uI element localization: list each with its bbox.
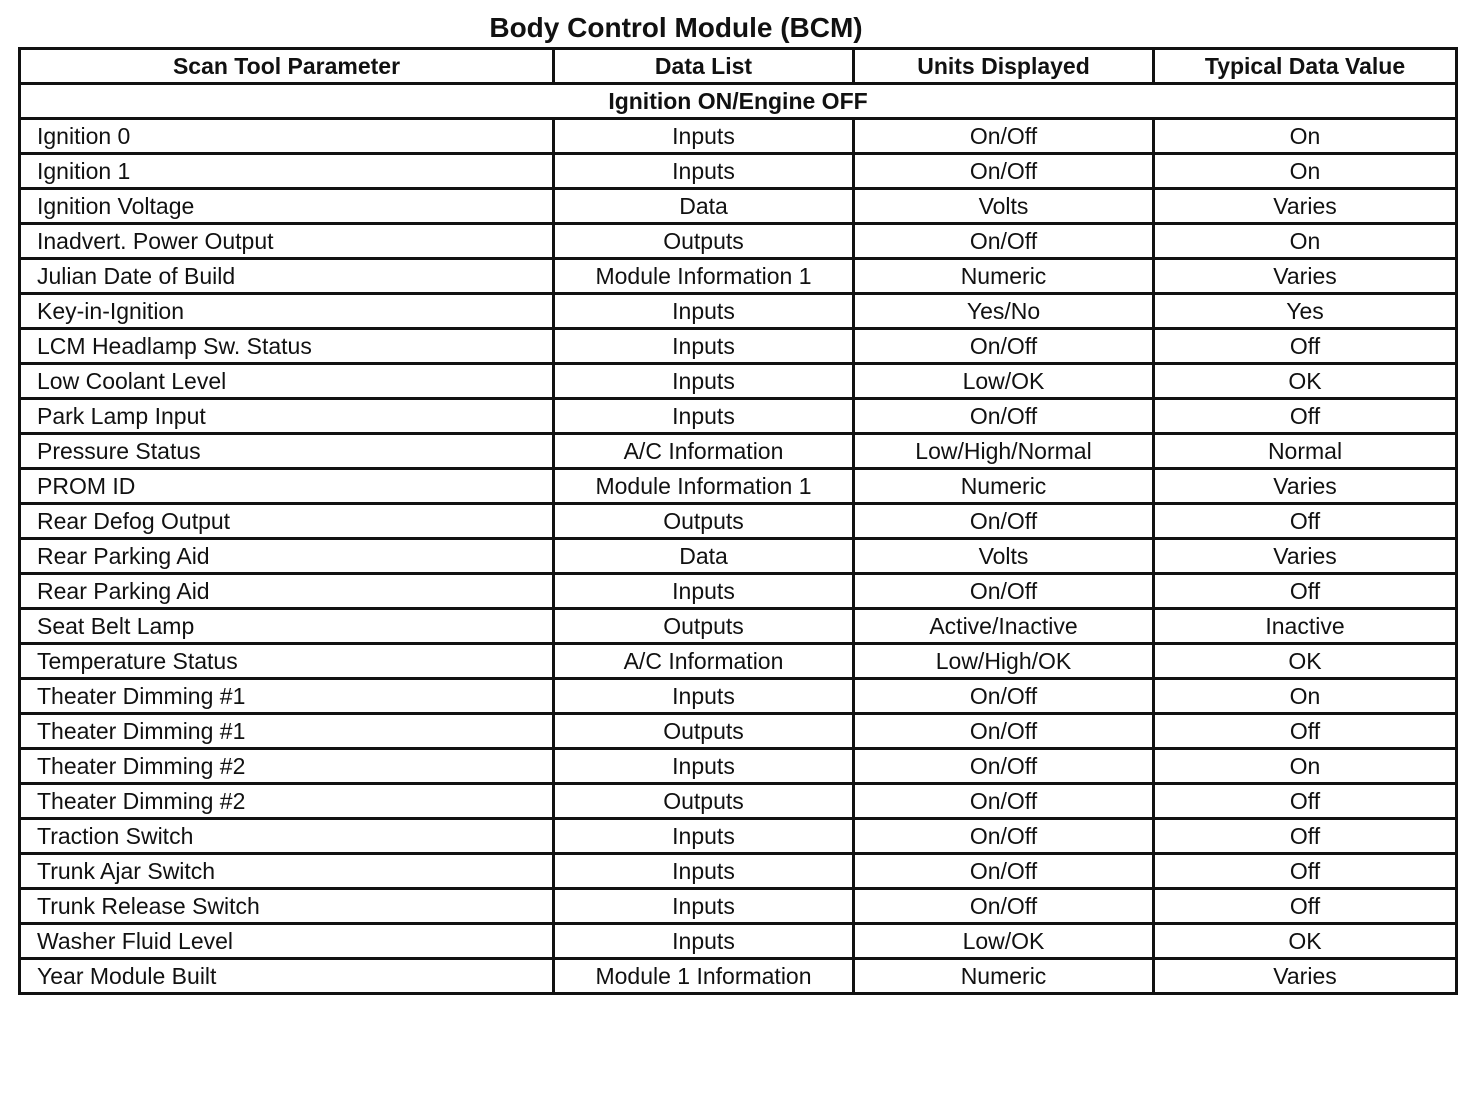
- cell-parameter: Traction Switch: [20, 819, 554, 854]
- cell-units: On/Off: [854, 399, 1154, 434]
- cell-parameter: Rear Parking Aid: [20, 539, 554, 574]
- cell-typical-value: Normal: [1154, 434, 1457, 469]
- cell-typical-value: Inactive: [1154, 609, 1457, 644]
- cell-data-list: Inputs: [554, 854, 854, 889]
- cell-units: Active/Inactive: [854, 609, 1154, 644]
- cell-typical-value: Off: [1154, 504, 1457, 539]
- cell-parameter: Theater Dimming #2: [20, 749, 554, 784]
- table-body: [20, 84, 1457, 994]
- cell-parameter: Pressure Status: [20, 434, 554, 469]
- cell-parameter: Temperature Status: [20, 644, 554, 679]
- cell-data-list: Outputs: [554, 784, 854, 819]
- cell-typical-value: Yes: [1154, 294, 1457, 329]
- cell-typical-value: OK: [1154, 644, 1457, 679]
- cell-units: On/Off: [854, 504, 1154, 539]
- cell-units: On/Off: [854, 749, 1154, 784]
- cell-data-list: Inputs: [554, 154, 854, 189]
- cell-data-list: Inputs: [554, 924, 854, 959]
- cell-data-list: Inputs: [554, 399, 854, 434]
- table-row: [20, 819, 1457, 854]
- cell-parameter: Low Coolant Level: [20, 364, 554, 399]
- cell-data-list: Module Information 1: [554, 259, 854, 294]
- cell-data-list: Inputs: [554, 574, 854, 609]
- table-row: [20, 749, 1457, 784]
- cell-typical-value: On: [1154, 154, 1457, 189]
- cell-parameter: Year Module Built: [20, 959, 554, 994]
- table-row: [20, 959, 1457, 994]
- section-row: [20, 84, 1457, 119]
- bcm-data-table: [18, 47, 1458, 995]
- cell-units: Numeric: [854, 259, 1154, 294]
- cell-typical-value: Varies: [1154, 959, 1457, 994]
- cell-typical-value: Off: [1154, 399, 1457, 434]
- cell-units: Volts: [854, 539, 1154, 574]
- cell-data-list: Inputs: [554, 294, 854, 329]
- cell-typical-value: On: [1154, 224, 1457, 259]
- table-row: [20, 119, 1457, 154]
- table-row: [20, 924, 1457, 959]
- cell-units: On/Off: [854, 119, 1154, 154]
- cell-parameter: Seat Belt Lamp: [20, 609, 554, 644]
- table-header: [20, 49, 1457, 84]
- cell-typical-value: OK: [1154, 364, 1457, 399]
- cell-typical-value: Off: [1154, 889, 1457, 924]
- cell-data-list: Data: [554, 539, 854, 574]
- cell-data-list: Outputs: [554, 504, 854, 539]
- table-row: [20, 574, 1457, 609]
- cell-parameter: Trunk Release Switch: [20, 889, 554, 924]
- table-row: [20, 784, 1457, 819]
- cell-typical-value: On: [1154, 749, 1457, 784]
- header-scan-tool-parameter: Scan Tool Parameter: [20, 49, 554, 84]
- cell-data-list: Inputs: [554, 329, 854, 364]
- cell-data-list: Inputs: [554, 889, 854, 924]
- cell-units: Yes/No: [854, 294, 1154, 329]
- cell-parameter: Key-in-Ignition: [20, 294, 554, 329]
- cell-units: Low/High/Normal: [854, 434, 1154, 469]
- cell-typical-value: Off: [1154, 329, 1457, 364]
- cell-units: On/Off: [854, 224, 1154, 259]
- table-row: [20, 854, 1457, 889]
- table-row: [20, 644, 1457, 679]
- cell-parameter: Trunk Ajar Switch: [20, 854, 554, 889]
- cell-parameter: LCM Headlamp Sw. Status: [20, 329, 554, 364]
- table-row: [20, 294, 1457, 329]
- cell-parameter: Theater Dimming #1: [20, 679, 554, 714]
- table-row: [20, 189, 1457, 224]
- cell-units: On/Off: [854, 819, 1154, 854]
- cell-typical-value: Varies: [1154, 469, 1457, 504]
- table-row: [20, 329, 1457, 364]
- cell-typical-value: Off: [1154, 854, 1457, 889]
- cell-parameter: Washer Fluid Level: [20, 924, 554, 959]
- header-typical-data-value: Typical Data Value: [1154, 49, 1457, 84]
- table-row: [20, 434, 1457, 469]
- cell-units: Low/High/OK: [854, 644, 1154, 679]
- cell-units: On/Off: [854, 679, 1154, 714]
- table-row: [20, 609, 1457, 644]
- cell-typical-value: Varies: [1154, 539, 1457, 574]
- cell-units: On/Off: [854, 329, 1154, 364]
- cell-data-list: Inputs: [554, 119, 854, 154]
- cell-units: On/Off: [854, 574, 1154, 609]
- cell-data-list: Inputs: [554, 364, 854, 399]
- cell-units: Numeric: [854, 959, 1154, 994]
- cell-parameter: Park Lamp Input: [20, 399, 554, 434]
- table-row: [20, 504, 1457, 539]
- cell-units: Low/OK: [854, 364, 1154, 399]
- cell-parameter: Rear Parking Aid: [20, 574, 554, 609]
- cell-typical-value: Varies: [1154, 189, 1457, 224]
- page-title: Body Control Module (BCM): [489, 12, 863, 43]
- cell-data-list: A/C Information: [554, 644, 854, 679]
- cell-parameter: Ignition Voltage: [20, 189, 554, 224]
- header-units-displayed: Units Displayed: [854, 49, 1154, 84]
- table-row: [20, 259, 1457, 294]
- cell-parameter: PROM ID: [20, 469, 554, 504]
- cell-units: On/Off: [854, 854, 1154, 889]
- cell-typical-value: On: [1154, 119, 1457, 154]
- cell-data-list: Inputs: [554, 819, 854, 854]
- table-row: [20, 399, 1457, 434]
- cell-typical-value: Off: [1154, 714, 1457, 749]
- cell-parameter: Theater Dimming #2: [20, 784, 554, 819]
- cell-typical-value: Varies: [1154, 259, 1457, 294]
- table-row: [20, 539, 1457, 574]
- cell-parameter: Ignition 0: [20, 119, 554, 154]
- cell-data-list: Outputs: [554, 609, 854, 644]
- cell-data-list: A/C Information: [554, 434, 854, 469]
- cell-parameter: Ignition 1: [20, 154, 554, 189]
- table-row: [20, 889, 1457, 924]
- cell-parameter: Theater Dimming #1: [20, 714, 554, 749]
- cell-typical-value: Off: [1154, 784, 1457, 819]
- cell-parameter: Julian Date of Build: [20, 259, 554, 294]
- cell-data-list: Outputs: [554, 224, 854, 259]
- cell-data-list: Inputs: [554, 679, 854, 714]
- header-row: [20, 49, 1457, 84]
- cell-data-list: Data: [554, 189, 854, 224]
- cell-parameter: Rear Defog Output: [20, 504, 554, 539]
- cell-units: Low/OK: [854, 924, 1154, 959]
- cell-typical-value: OK: [1154, 924, 1457, 959]
- cell-parameter: Inadvert. Power Output: [20, 224, 554, 259]
- cell-units: On/Off: [854, 154, 1154, 189]
- cell-units: On/Off: [854, 784, 1154, 819]
- cell-typical-value: On: [1154, 679, 1457, 714]
- cell-data-list: Inputs: [554, 749, 854, 784]
- header-data-list: Data List: [554, 49, 854, 84]
- table-row: [20, 154, 1457, 189]
- section-label: Ignition ON/Engine OFF: [20, 84, 1457, 119]
- cell-typical-value: Off: [1154, 819, 1457, 854]
- table-row: [20, 224, 1457, 259]
- cell-units: On/Off: [854, 714, 1154, 749]
- table-row: [20, 679, 1457, 714]
- cell-units: Numeric: [854, 469, 1154, 504]
- cell-units: Volts: [854, 189, 1154, 224]
- cell-units: On/Off: [854, 889, 1154, 924]
- cell-data-list: Module 1 Information: [554, 959, 854, 994]
- cell-typical-value: Off: [1154, 574, 1457, 609]
- table-row: [20, 364, 1457, 399]
- table-row: [20, 469, 1457, 504]
- cell-data-list: Module Information 1: [554, 469, 854, 504]
- cell-data-list: Outputs: [554, 714, 854, 749]
- table-row: [20, 714, 1457, 749]
